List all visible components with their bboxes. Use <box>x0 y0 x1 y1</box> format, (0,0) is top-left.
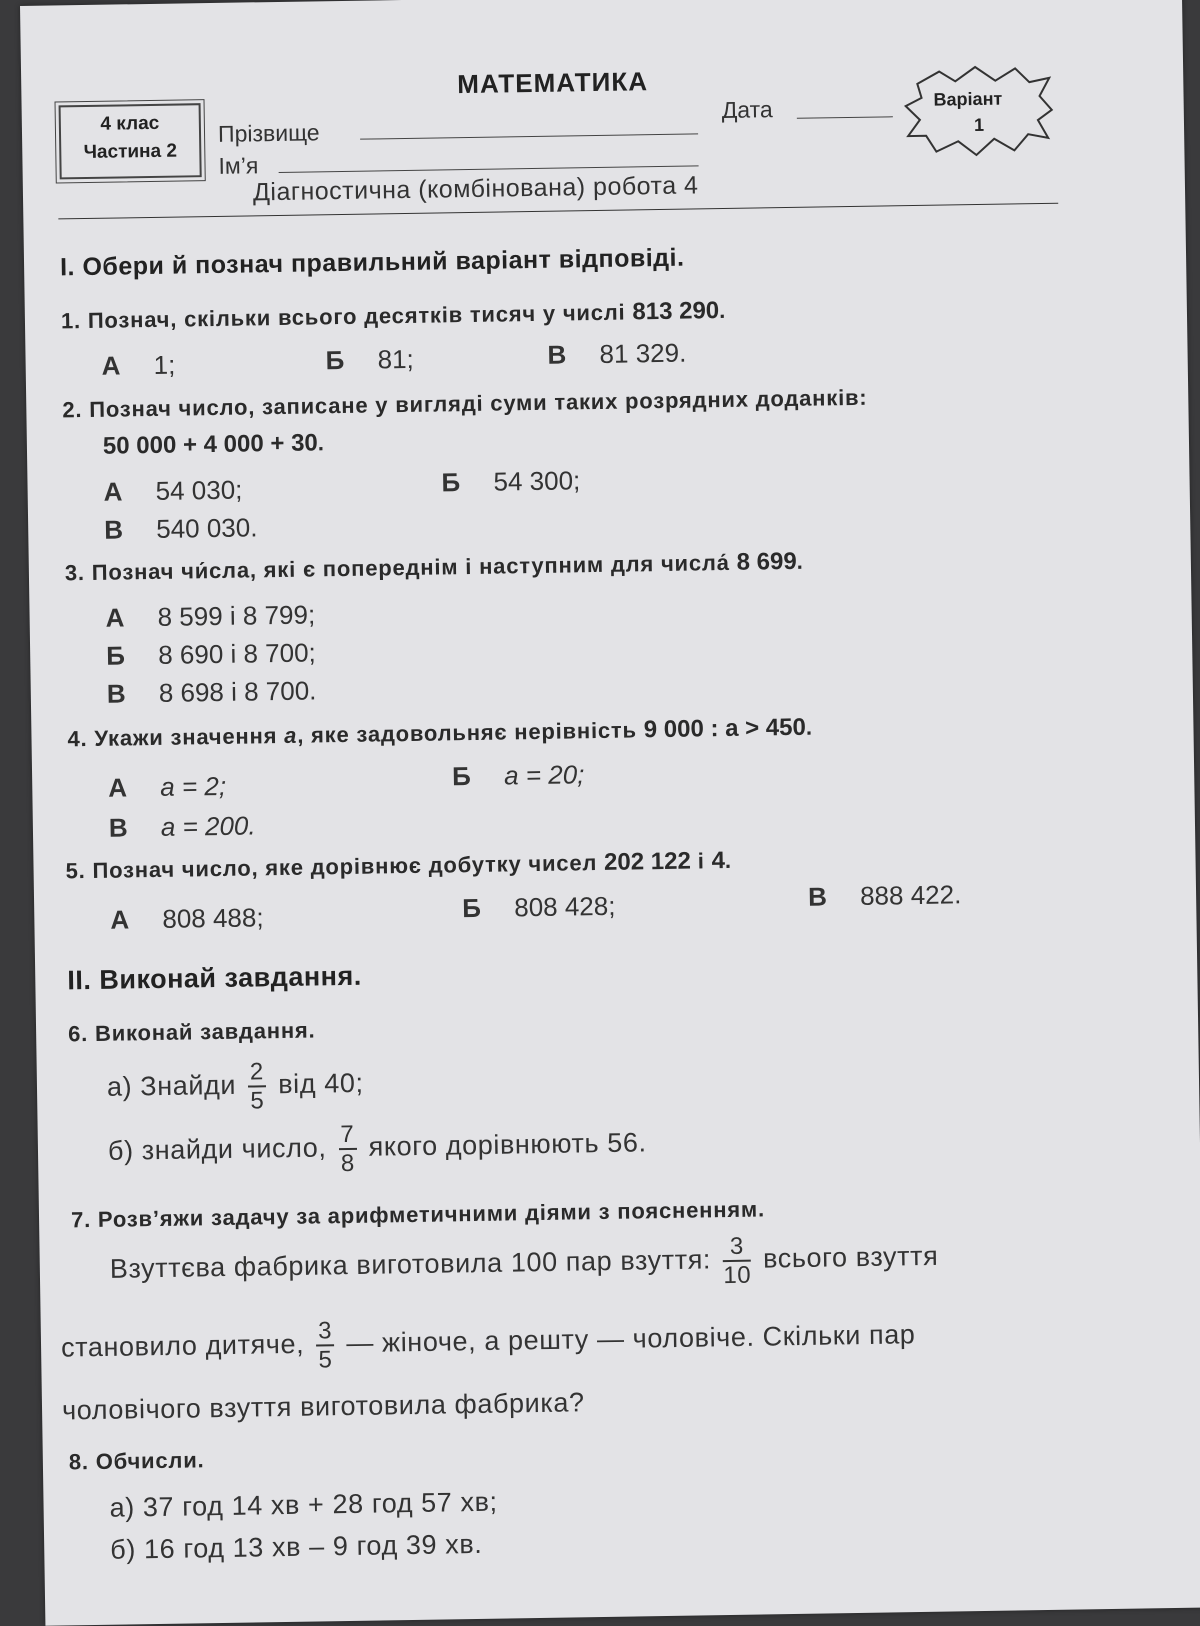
section-2-heading <box>67 961 362 997</box>
question-bold-number: 202 122 <box>603 847 692 876</box>
question-8 <box>69 1447 205 1475</box>
option-letter: А <box>101 350 121 381</box>
work-title: Діагностична (комбінована) робота 4 <box>252 171 699 207</box>
q4-option-a[interactable] <box>108 771 226 804</box>
surname-label: Прізвище <box>217 119 320 147</box>
option-letter: В <box>807 881 828 912</box>
option-letter: В <box>108 812 128 843</box>
option-value: 540 030. <box>155 512 258 544</box>
question-text: Познач число, записане у вигляді суми таких розрядних доданків: <box>89 384 868 422</box>
option-value: 54 030; <box>155 474 243 506</box>
fraction-3-5: $\frac{3}{5}$ <box>317 1317 333 1374</box>
question-bold-inequality: 9 000 : a > 450 <box>643 713 807 744</box>
fraction-7-8: $\frac{7}{8}$ <box>340 1120 356 1178</box>
starburst-shape <box>905 66 1052 156</box>
fraction-3-10: $\frac{3}{10}$ <box>723 1232 752 1290</box>
option-letter: В <box>106 678 126 709</box>
date-field[interactable] <box>797 116 893 119</box>
question-4: 4. Укажи значення a, яке задовольняє нерівність 9 000 : a > 450. <box>67 713 813 752</box>
option-value: 54 300; <box>493 465 581 497</box>
name-label: Ім’я <box>218 152 259 179</box>
part-text: б) знайди число, <box>107 1132 327 1166</box>
class-box <box>59 103 202 179</box>
question-number: 4. <box>67 726 88 752</box>
q3-option-a[interactable] <box>105 599 315 633</box>
question-bold-number-2: 4 <box>711 847 726 875</box>
option-value: 1; <box>153 349 176 380</box>
option-value: a = 20; <box>503 759 585 791</box>
variant-number: 1 <box>973 114 985 136</box>
question-1: 1. Познач, скільки всього десятків тисяч у числі 813 290. <box>60 297 727 334</box>
worksheet-page <box>20 0 1200 1626</box>
q5-option-a[interactable] <box>110 902 264 935</box>
question-2-expression: 50 000 + 4 000 + 30. <box>102 429 325 460</box>
question-bold-expression: 50 000 + 4 000 + 30 <box>102 429 318 460</box>
q8-part-b: б) 16 год 13 хв – 9 год 39 хв. <box>110 1528 483 1565</box>
option-value: 8 698 і 8 700. <box>158 675 317 708</box>
q8-part-a: а) 37 год 14 хв + 28 год 57 хв; <box>109 1486 498 1523</box>
option-letter: В <box>547 339 567 370</box>
part-text: а) Знайди <box>106 1069 237 1102</box>
question-text: Познач, скільки всього десятків тисяч у числі <box>87 299 626 333</box>
q7-problem-line-2: становило дитяче, $\frac{3}{5}$ — жіноче, а решту — чоловіче. Скільки пар <box>60 1317 916 1374</box>
q2-option-c[interactable] <box>104 512 258 545</box>
option-value: 888 422. <box>859 879 962 911</box>
variant-starburst-badge <box>903 60 1055 162</box>
question-number: 7. <box>70 1207 92 1233</box>
option-letter: А <box>110 904 130 935</box>
option-value: a = 2; <box>160 770 227 802</box>
question-number: 8. <box>68 1449 90 1475</box>
class-label: 4 клас <box>100 112 160 135</box>
question-number: 3. <box>64 560 86 586</box>
variable-a: a <box>283 722 298 748</box>
option-letter: А <box>105 602 125 633</box>
subject-title: МАТЕМАТИКА <box>457 66 649 100</box>
part-label: Частина 2 <box>83 140 178 164</box>
q4-option-b[interactable] <box>452 759 585 792</box>
option-value: 808 488; <box>162 902 264 934</box>
question-text: Обчисли. <box>95 1447 205 1474</box>
question-6 <box>68 1017 316 1047</box>
q6-part-a <box>107 1057 364 1117</box>
option-value: 81 329. <box>599 337 687 369</box>
surname-field[interactable] <box>360 133 698 139</box>
q4-option-c[interactable] <box>109 810 256 843</box>
q5-option-c[interactable] <box>808 879 962 912</box>
question-2 <box>62 385 867 424</box>
option-letter: Б <box>325 344 345 376</box>
option-letter: Б <box>461 892 482 924</box>
question-bold-number: 813 290 <box>632 297 720 326</box>
section-1-number: I. <box>59 253 76 282</box>
variant-label: Варіант <box>933 88 1003 110</box>
fraction-2-5: $\frac{2}{5}$ <box>249 1058 265 1115</box>
q2-option-a[interactable] <box>103 475 242 508</box>
question-number: 6. <box>67 1021 89 1047</box>
question-text: Укажи значення <box>94 723 278 751</box>
option-value: a = 200. <box>160 810 256 842</box>
question-text: Познач число, яке дорівнює добутку чисел <box>92 850 598 883</box>
option-letter: Б <box>451 761 472 792</box>
option-letter: Б <box>441 467 461 498</box>
question-7 <box>71 1196 765 1233</box>
section-2-number: II. <box>67 965 92 996</box>
question-text: Розв’яжи задачу за арифметичними діями з поясненням. <box>97 1196 766 1232</box>
q1-option-c[interactable] <box>547 338 686 371</box>
section-1-heading <box>60 244 685 283</box>
question-5: 5. Познач число, яке дорівнює добутку чисел 202 122 і 4. <box>65 847 733 884</box>
question-number: 1. <box>60 308 82 334</box>
option-letter: В <box>104 514 124 545</box>
option-letter: Б <box>105 640 126 671</box>
q3-option-c[interactable] <box>107 675 317 709</box>
question-number: 2. <box>62 397 83 423</box>
q7-problem-line-1: Взуттєва фабрика виготовила 100 пар взуття: $\frac{3}{10}$ всього взуття <box>109 1232 939 1290</box>
q7-problem-line-3: чоловічого взуття виготовила фабрика? <box>61 1387 585 1426</box>
q2-option-b[interactable] <box>441 465 580 498</box>
option-value: 81; <box>377 343 414 375</box>
section-2-title: Виконай завдання. <box>99 960 362 995</box>
option-letter: А <box>103 476 123 507</box>
section-1-title: Обери й познач правильний варіант відповіді. <box>82 243 685 282</box>
question-number: 5. <box>65 858 86 884</box>
option-letter: А <box>108 772 128 803</box>
option-value: 8 690 і 8 700; <box>157 637 317 670</box>
part-text: від 40; <box>277 1067 364 1100</box>
header-divider <box>58 203 1058 220</box>
question-bold-number: 8 699 <box>736 547 797 576</box>
q5-option-b[interactable] <box>462 891 616 924</box>
part-text: якого дорівнюють 56. <box>368 1127 647 1162</box>
question-text: Виконай завдання. <box>94 1017 316 1046</box>
option-value: 808 428; <box>513 890 616 923</box>
question-3: 3. Познач чи́сла, які є попереднім і наступним для числа́ 8 699. <box>64 547 804 586</box>
option-value: 8 599 і 8 799; <box>157 599 316 632</box>
q6-part-b <box>108 1116 647 1180</box>
q3-option-b[interactable] <box>106 637 316 671</box>
q1-option-a[interactable] <box>101 350 175 382</box>
question-text-cont: , яке задовольняє нерівність <box>297 717 638 748</box>
date-label: Дата <box>721 96 773 123</box>
q1-option-b[interactable] <box>325 344 414 376</box>
question-text: Познач чи́сла, які є попереднім і наступним для числа́ <box>91 549 730 585</box>
